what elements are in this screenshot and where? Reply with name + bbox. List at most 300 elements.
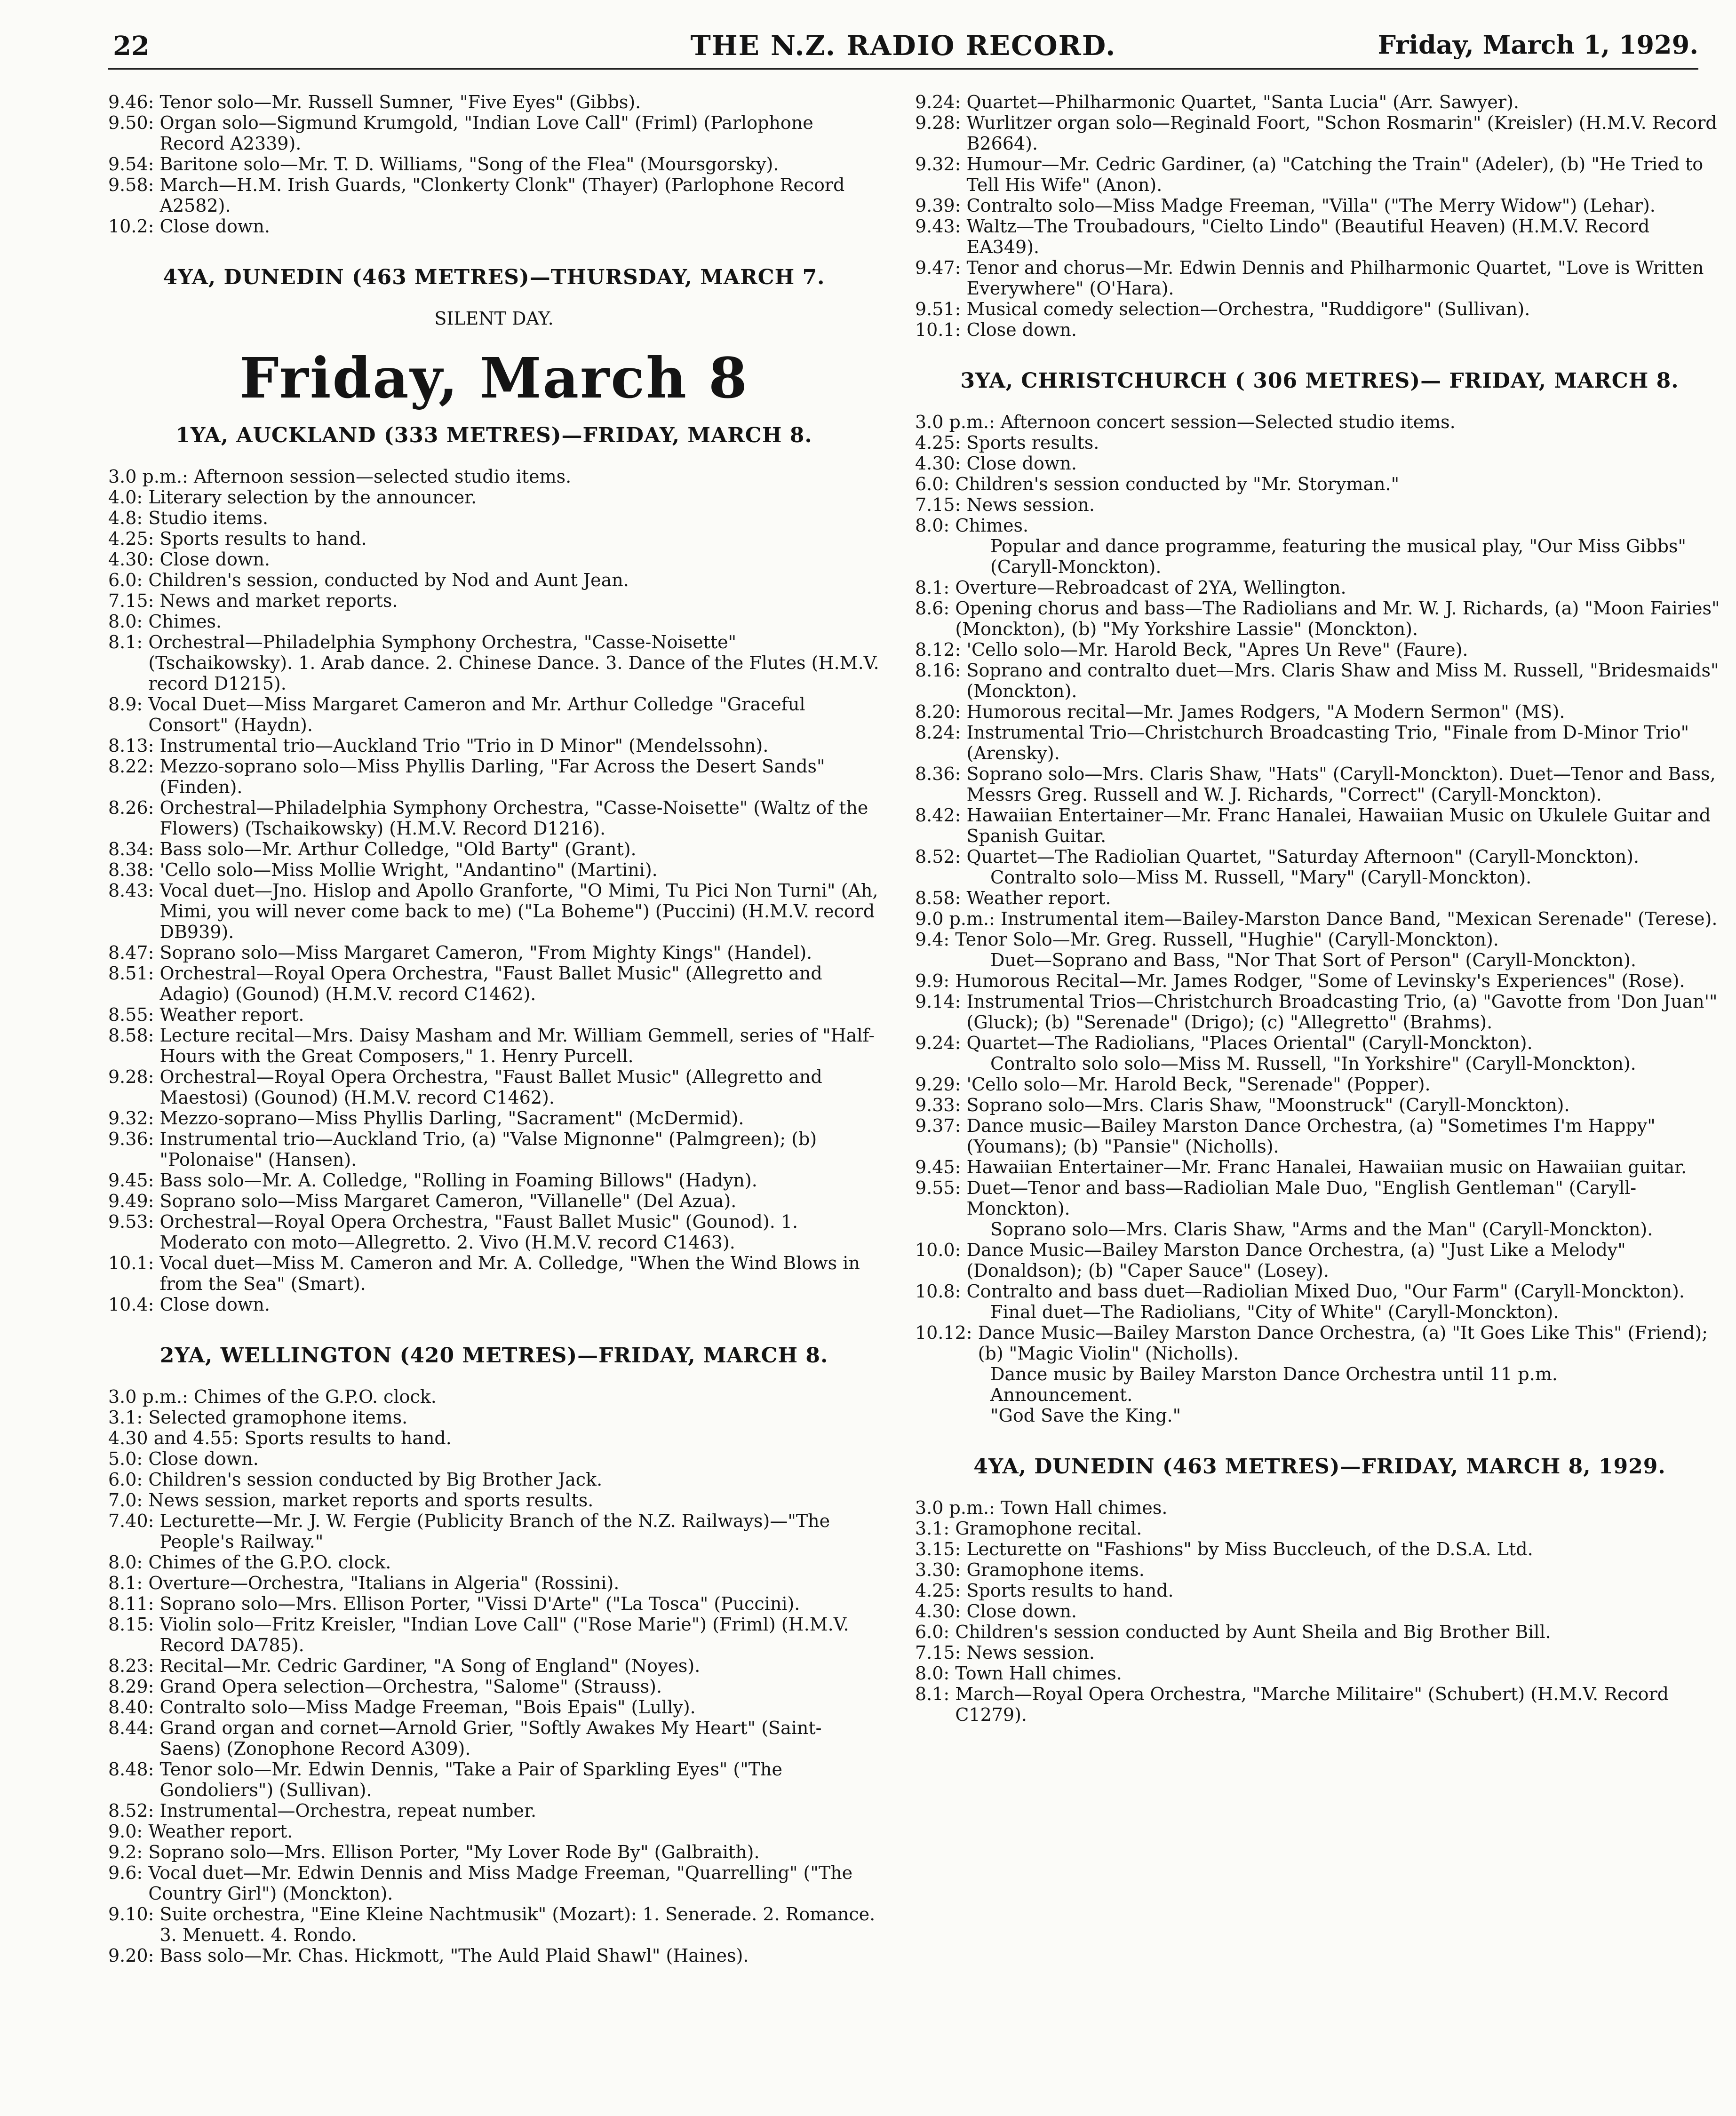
programme-time: 10.1: [915, 319, 967, 340]
programme-description: Instrumental trio—Auckland Trio "Trio in D Minor" (Mendelssohn). [159, 735, 769, 756]
programme-description: Soprano solo—Mrs. Claris Shaw, "Hats" (Caryll-Monckton). Duet—Tenor and Bass, Messrs Greg. Russell and W. J. Richards, "Correct" (Caryll-Monckton). [966, 764, 1716, 805]
programme-item [915, 598, 1724, 639]
programme-time: 9.24: [915, 92, 967, 112]
programme-item [915, 432, 1724, 453]
programme-extra-line: Final duet—The Radiolians, "City of White" (Caryll-Monckton). [990, 1302, 1559, 1322]
christchurch-programme-list [915, 412, 1724, 1426]
programme-description: Orchestral—Royal Opera Orchestra, "Faust Ballet Music" (Gounod). 1. Moderato con moto—Allegretto. 2. Vivo (H.M.V. record C1463). [159, 1211, 798, 1253]
programme-time: 9.47: [915, 257, 967, 278]
programme-time: 9.28: [108, 1066, 160, 1087]
programme-time: 9.4: [915, 929, 956, 950]
programme-item [108, 1386, 880, 1407]
day-heading: Friday, March 8 [239, 345, 749, 411]
programme-time: 7.15: [108, 590, 160, 611]
programme-time: 8.34: [108, 839, 160, 859]
programme-description: Sports results to hand. [244, 1428, 452, 1448]
programme-item [915, 92, 1724, 112]
programme-description: Sports results to hand. [159, 528, 367, 549]
programme-time: 8.48: [108, 1759, 160, 1780]
programme-description: Suite orchestra, "Eine Kleine Nachtmusik" (Mozart): 1. Senerade. 2. Romance. 3. Menuett. 4. Rondo. [159, 1904, 876, 1945]
programme-item [915, 908, 1724, 929]
programme-item [915, 299, 1724, 319]
programme-time: 4.30 and 4.55: [108, 1428, 245, 1448]
programme-item [915, 1559, 1724, 1580]
programme-time: 8.9: [108, 694, 149, 715]
programme-time: 9.51: [915, 299, 967, 319]
programme-time: 10.2: [108, 216, 160, 237]
programme-description: Soprano solo—Miss Margaret Cameron, "From Mighty Kings" (Handel). [159, 942, 812, 963]
programme-extra-line: "God Save the King." [990, 1405, 1181, 1426]
programme-description: Close down. [966, 1601, 1077, 1622]
programme-extra-line: Popular and dance programme, featuring the musical play, "Our Miss Gibbs" (Caryll-Monckton). [990, 536, 1686, 577]
programme-time: 4.30: [915, 1601, 967, 1622]
programme-item [108, 1676, 880, 1697]
programme-description: Contralto solo—Miss Madge Freeman, "Bois Epais" (Lully). [159, 1697, 696, 1718]
programme-time: 6.0: [915, 474, 956, 494]
section-title-dunedin-friday: 4YA, DUNEDIN (463 METRES)—FRIDAY, MARCH 8, 1929. [973, 1455, 1666, 1479]
programme-description: Close down. [159, 216, 270, 237]
programme-description: Tenor solo—Mr. Russell Sumner, "Five Eyes" (Gibbs). [159, 92, 641, 112]
programme-description: News session. [966, 494, 1095, 515]
programme-description: 'Cello solo—Miss Mollie Wright, "Andantino" (Martini). [159, 859, 658, 880]
section-title-dunedin-thursday: 4YA, DUNEDIN (463 METRES)—THURSDAY, MARCH 7. [163, 265, 825, 289]
programme-description: Sports results to hand. [966, 1580, 1174, 1601]
programme-time: 9.39: [915, 195, 967, 216]
programme-time: 9.32: [915, 154, 967, 175]
programme-item [915, 216, 1724, 257]
programme-time: 9.36: [108, 1129, 160, 1149]
programme-description: Dance Music—Bailey Marston Dance Orchestra, (a) "It Goes Like This" (Friend); (b) "Magic Violin" (Nicholls). [978, 1322, 1708, 1364]
programme-time: 8.58: [108, 1025, 160, 1046]
programme-item [108, 1842, 880, 1862]
programme-time: 9.53: [108, 1211, 160, 1232]
programme-item [108, 1170, 880, 1191]
programme-item [915, 929, 1724, 950]
programme-description: Soprano solo—Mrs. Ellison Porter, "Vissi D'Arte" ("La Tosca" (Puccini). [159, 1593, 800, 1614]
programme-description: Children's session conducted by "Mr. Storyman." [955, 474, 1400, 494]
programme-item [915, 195, 1724, 216]
programme-time: 4.30: [915, 453, 967, 474]
masthead: THE N.Z. RADIO RECORD. [690, 30, 1116, 62]
programme-item [915, 639, 1724, 660]
programme-description: Weather report. [159, 1004, 304, 1025]
programme-description: Close down. [148, 1448, 259, 1469]
programme-extra-line: Duet—Soprano and Bass, "Nor That Sort of Person" (Caryll-Monckton). [990, 950, 1636, 970]
programme-item [108, 735, 880, 756]
programme-time: 8.11: [108, 1593, 160, 1614]
programme-description: Dance music—Bailey Marston Dance Orchestra, (a) "Sometimes I'm Happy" (Youmans); (b) "Pansie" (Nicholls). [966, 1115, 1656, 1157]
programme-time: 4.30: [108, 549, 160, 570]
programme-description: Waltz—The Troubadours, "Cielto Lindo" (Beautiful Heaven) (H.M.V. Record EA349). [966, 216, 1650, 257]
programme-time: 5.0: [108, 1448, 149, 1469]
programme-description: Lecturette on "Fashions" by Miss Buccleuch, of the D.S.A. Ltd. [966, 1539, 1533, 1559]
programme-time: 8.42: [915, 805, 967, 826]
programme-description: Sports results. [966, 432, 1099, 453]
programme-item [108, 528, 880, 549]
programme-item [108, 175, 880, 216]
issue-date: Friday, March 1, 1929. [1378, 30, 1698, 60]
programme-description: Gramophone recital. [955, 1518, 1142, 1539]
programme-time: 9.0 p.m.: [915, 908, 1001, 929]
programme-item [108, 1718, 880, 1759]
programme-time: 9.46: [108, 92, 160, 112]
programme-description: Orchestral—Royal Opera Orchestra, "Faust Ballet Music" (Allegretto and Maestosi) (Gounod) (H.M.V. record C1462). [159, 1066, 822, 1108]
programme-item [108, 1253, 880, 1294]
programme-description: Instrumental Trio—Christchurch Broadcasting Trio, "Finale from D-Minor Trio" (Arensky). [966, 722, 1689, 764]
programme-description: Selected gramophone items. [148, 1407, 408, 1428]
programme-description: Recital—Mr. Cedric Gardiner, "A Song of England" (Noyes). [159, 1655, 701, 1676]
programme-description: Soprano solo—Mrs. Claris Shaw, "Moonstruck" (Caryll-Monckton). [966, 1095, 1570, 1115]
programme-description: Bass solo—Mr. A. Colledge, "Rolling in Foaming Billows" (Hadyn). [159, 1170, 757, 1191]
programme-item [915, 1642, 1724, 1663]
programme-time: 8.24: [915, 722, 967, 743]
programme-item [915, 660, 1724, 701]
programme-description: Mezzo-soprano solo—Miss Phyllis Darling, "Far Across the Desert Sands" (Finden). [159, 756, 825, 797]
programme-item [915, 577, 1724, 598]
programme-description: Humour—Mr. Cedric Gardiner, (a) "Catching the Train" (Adeler), (b) "He Tried to Tell His Wife" (Anon). [966, 154, 1704, 195]
programme-description: Children's session conducted by Aunt Sheila and Big Brother Bill. [955, 1622, 1551, 1642]
programme-description: Children's session, conducted by Nod and Aunt Jean. [148, 570, 629, 590]
programme-time: 4.25: [915, 432, 967, 453]
programme-time: 9.14: [915, 991, 967, 1012]
programme-time: 8.1: [108, 632, 149, 652]
programme-time: 9.49: [108, 1191, 160, 1211]
programme-time: 3.0 p.m.: [915, 1497, 1001, 1518]
programme-description: Soprano solo—Miss Margaret Cameron, "Villanelle" (Del Azua). [159, 1191, 737, 1211]
programme-description: Humorous recital—Mr. James Rodgers, "A Modern Sermon" (MS). [966, 701, 1565, 722]
programme-description: Instrumental item—Bailey-Marston Dance Band, "Mexican Serenade" (Terese). [1000, 908, 1718, 929]
programme-item [108, 756, 880, 797]
programme-description: Close down. [159, 1294, 270, 1315]
programme-item [108, 1511, 880, 1552]
programme-time: 6.0: [108, 570, 149, 590]
programme-time: 9.32: [108, 1108, 160, 1129]
programme-description: Tenor and chorus—Mr. Edwin Dennis and Philharmonic Quartet, "Love is Written Everywhere" (O'Hara). [966, 257, 1704, 299]
programme-time: 9.2: [108, 1842, 149, 1862]
programme-description: Soprano and contralto duet—Mrs. Claris Shaw and Miss M. Russell, "Bridesmaids" (Monckton). [966, 660, 1719, 701]
page-number: 22 [113, 31, 150, 62]
programme-time: 8.12: [915, 639, 967, 660]
programme-time: 8.51: [108, 963, 160, 984]
programme-description: Contralto and bass duet—Radiolian Mixed Duo, "Our Farm" (Caryll-Monckton). [966, 1281, 1685, 1302]
programme-description: News and market reports. [159, 590, 398, 611]
programme-item [108, 1759, 880, 1800]
programme-description: Grand organ and cornet—Arnold Grier, "Softly Awakes My Heart" (Saint-Saens) (Zonophone Record A309). [159, 1718, 822, 1759]
programme-description: Bass solo—Mr. Arthur Colledge, "Old Barty" (Grant). [159, 839, 637, 859]
programme-time: 8.47: [108, 942, 160, 963]
programme-item [915, 1033, 1724, 1053]
programme-time: 8.1: [915, 1684, 956, 1704]
programme-description: Musical comedy selection—Orchestra, "Ruddigore" (Sullivan). [966, 299, 1530, 319]
programme-description: 'Cello solo—Mr. Harold Beck, "Serenade" (Popper). [966, 1074, 1431, 1095]
programme-item [915, 453, 1724, 474]
programme-description: Instrumental Trios—Christchurch Broadcasting Trio, (a) "Gavotte from 'Don Juan'" (Gluck); (b) "Serenade" (Drigo); (c) "Allegretto" (Brahms). [966, 991, 1718, 1033]
programme-time: 9.24: [915, 1033, 967, 1053]
auckland-programme-list [108, 466, 880, 1315]
programme-description: Vocal duet—Miss M. Cameron and Mr. A. Colledge, "When the Wind Blows in from the Sea" (Smart). [159, 1253, 860, 1294]
programme-item [108, 611, 880, 632]
programme-item [915, 1074, 1724, 1095]
programme-item [108, 1428, 880, 1448]
programme-time: 8.1: [108, 1573, 149, 1593]
programme-time: 3.0 p.m.: [108, 466, 194, 487]
programme-item [108, 1108, 880, 1129]
programme-description: Baritone solo—Mr. T. D. Williams, "Song of the Flea" (Moursgorsky). [159, 154, 779, 175]
programme-item [915, 1518, 1724, 1539]
programme-item [915, 1240, 1724, 1281]
programme-time: 7.15: [915, 494, 967, 515]
programme-item [915, 701, 1724, 722]
programme-time: 8.0: [915, 1663, 956, 1684]
programme-item [108, 1800, 880, 1821]
programme-extra-line: Announcement. [990, 1384, 1133, 1405]
programme-time: 3.15: [915, 1539, 967, 1559]
programme-item [108, 1448, 880, 1469]
programme-description: Instrumental trio—Auckland Trio, (a) "Valse Mignonne" (Palmgreen); (b) "Polonaise" (Hansen). [159, 1129, 817, 1170]
programme-item [915, 991, 1724, 1033]
programme-time: 8.0: [108, 1552, 149, 1573]
programme-item [108, 1614, 880, 1655]
programme-description: Instrumental—Orchestra, repeat number. [159, 1800, 537, 1821]
page-header [108, 26, 1698, 70]
programme-time: 10.4: [108, 1294, 160, 1315]
left-column [108, 92, 880, 1966]
programme-item [915, 515, 1724, 536]
programme-item [108, 1593, 880, 1614]
programme-time: 10.0: [915, 1240, 967, 1260]
programme-description: Orchestral—Philadelphia Symphony Orchestra, "Casse-Noisette" (Waltz of the Flowers) (Tschaikowsky) (H.M.V. Record D1216). [159, 797, 868, 839]
programme-time: 9.54: [108, 154, 160, 175]
programme-item [915, 1322, 1724, 1364]
programme-item [108, 570, 880, 590]
programme-description: Chimes. [148, 611, 222, 632]
programme-item [108, 508, 880, 528]
programme-item [108, 859, 880, 880]
programme-description: Orchestral—Royal Opera Orchestra, "Faust Ballet Music" (Allegretto and Adagio) (Gounod) (H.M.V. record C1462). [159, 963, 822, 1004]
programme-item [108, 797, 880, 839]
programme-item [108, 1697, 880, 1718]
programme-item [915, 764, 1724, 805]
programme-time: 8.13: [108, 735, 160, 756]
programme-time: 9.58: [108, 175, 160, 195]
programme-description: Soprano solo—Mrs. Ellison Porter, "My Lover Rode By" (Galbraith). [148, 1842, 760, 1862]
programme-item [108, 1945, 880, 1966]
programme-item [108, 1066, 880, 1108]
programme-description: Tenor solo—Mr. Edwin Dennis, "Take a Pair of Sparkling Eyes" ("The Gondoliers") (Sullivan). [159, 1759, 783, 1800]
programme-extra-line: Dance music by Bailey Marston Dance Orchestra until 11 p.m. [990, 1364, 1558, 1384]
programme-time: 8.38: [108, 859, 160, 880]
programme-item [108, 1191, 880, 1211]
programme-extra-line: Soprano solo—Mrs. Claris Shaw, "Arms and the Man" (Caryll-Monckton). [990, 1219, 1653, 1240]
programme-time: 8.43: [108, 880, 160, 901]
programme-item [915, 494, 1724, 515]
programme-time: 8.22: [108, 756, 160, 777]
programme-item [108, 1490, 880, 1511]
programme-description: Bass solo—Mr. Chas. Hickmott, "The Auld Plaid Shawl" (Haines). [159, 1945, 749, 1966]
programme-description: Organ solo—Sigmund Krumgold, "Indian Love Call" (Friml) (Parlophone Record A2339). [159, 112, 813, 154]
programme-time: 4.0: [108, 487, 149, 508]
programme-time: 9.33: [915, 1095, 967, 1115]
programme-time: 9.6: [108, 1862, 149, 1883]
programme-description: News session. [966, 1642, 1095, 1663]
programme-time: 4.8: [108, 508, 149, 528]
programme-description: Chimes of the G.P.O. clock. [148, 1552, 391, 1573]
programme-time: 8.6: [915, 598, 956, 619]
programme-description: Chimes of the G.P.O. clock. [193, 1386, 437, 1407]
programme-item [108, 1904, 880, 1945]
programme-time: 9.28: [915, 112, 967, 133]
programme-item [915, 888, 1724, 908]
programme-time: 8.29: [108, 1676, 160, 1697]
programme-item [108, 1552, 880, 1573]
programme-item [915, 805, 1724, 846]
programme-item [108, 466, 880, 487]
programme-time: 3.1: [915, 1518, 956, 1539]
programme-item [108, 549, 880, 570]
programme-time: 9.50: [108, 112, 160, 133]
continued-programme-list [915, 92, 1724, 340]
programme-time: 9.29: [915, 1074, 967, 1095]
programme-time: 10.12: [915, 1322, 978, 1343]
programme-description: Chimes. [955, 515, 1029, 536]
programme-time: 3.0 p.m.: [915, 412, 1001, 432]
programme-time: 8.52: [915, 846, 967, 867]
programme-item [108, 1025, 880, 1066]
programme-item [915, 474, 1724, 494]
programme-description: Hawaiian Entertainer—Mr. Franc Hanalei, Hawaiian Music on Ukulele Guitar and Spanish Guitar. [966, 805, 1711, 846]
programme-item [108, 1211, 880, 1253]
programme-time: 8.16: [915, 660, 967, 681]
programme-time: 8.55: [108, 1004, 160, 1025]
programme-time: 8.36: [915, 764, 967, 784]
programme-time: 7.0: [108, 1490, 149, 1511]
programme-time: 9.45: [915, 1157, 967, 1177]
programme-item [108, 1004, 880, 1025]
programme-time: 3.30: [915, 1559, 967, 1580]
programme-description: March—Royal Opera Orchestra, "Marche Militaire" (Schubert) (H.M.V. Record C1279). [955, 1684, 1669, 1725]
continued-programme-list [108, 92, 880, 237]
programme-time: 8.40: [108, 1697, 160, 1718]
programme-time: 9.55: [915, 1177, 967, 1198]
programme-description: Children's session conducted by Big Brother Jack. [148, 1469, 603, 1490]
programme-time: 4.25: [108, 528, 160, 549]
programme-item [915, 970, 1724, 991]
programme-item [108, 942, 880, 963]
programme-extra-line: Contralto solo—Miss M. Russell, "Mary" (Caryll-Monckton). [990, 867, 1532, 888]
programme-item [108, 216, 880, 237]
programme-time: 8.20: [915, 701, 967, 722]
programme-item [108, 1294, 880, 1315]
programme-extra-line: Contralto solo solo—Miss M. Russell, "In Yorkshire" (Caryll-Monckton). [990, 1053, 1636, 1074]
silent-day-note: SILENT DAY. [434, 308, 554, 329]
programme-time: 9.10: [108, 1904, 160, 1925]
programme-item [915, 1622, 1724, 1642]
programme-description: March—H.M. Irish Guards, "Clonkerty Clonk" (Thayer) (Parlophone Record A2582). [159, 175, 845, 216]
programme-time: 8.44: [108, 1718, 160, 1738]
programme-item [108, 590, 880, 611]
programme-description: Literary selection by the announcer. [148, 487, 477, 508]
programme-description: Quartet—The Radiolian Quartet, "Saturday Afternoon" (Caryll-Monckton). [966, 846, 1640, 867]
programme-item [108, 632, 880, 694]
programme-item [108, 1469, 880, 1490]
programme-item [915, 257, 1724, 299]
programme-description: Studio items. [148, 508, 269, 528]
programme-description: Hawaiian Entertainer—Mr. Franc Hanalei, Hawaiian music on Hawaiian guitar. [966, 1157, 1687, 1177]
programme-description: Tenor Solo—Mr. Greg. Russell, "Hughie" (Caryll-Monckton). [955, 929, 1499, 950]
section-title-wellington: 2YA, WELLINGTON (420 METRES)—FRIDAY, MARCH 8. [159, 1344, 828, 1368]
programme-time: 8.26: [108, 797, 160, 818]
wellington-programme-list [108, 1386, 880, 1966]
programme-time: 8.1: [915, 577, 956, 598]
programme-item [108, 154, 880, 175]
programme-time: 9.43: [915, 216, 967, 237]
programme-description: Lecturette—Mr. J. W. Fergie (Publicity Branch of the N.Z. Railways)—"The People's Railway." [159, 1511, 830, 1552]
programme-description: Quartet—Philharmonic Quartet, "Santa Lucia" (Arr. Sawyer). [966, 92, 1519, 112]
programme-item [108, 880, 880, 942]
programme-time: 8.0: [915, 515, 956, 536]
programme-item [108, 92, 880, 112]
programme-item [915, 1539, 1724, 1559]
programme-description: Grand Opera selection—Orchestra, "Salome" (Strauss). [159, 1676, 662, 1697]
programme-description: Town Hall chimes. [955, 1663, 1122, 1684]
programme-time: 9.0: [108, 1821, 149, 1842]
programme-item [915, 1497, 1724, 1518]
programme-description: Contralto solo—Miss Madge Freeman, "Villa" ("The Merry Widow") (Lehar). [966, 195, 1656, 216]
programme-description: Vocal Duet—Miss Margaret Cameron and Mr. Arthur Colledge "Graceful Consort" (Haydn). [148, 694, 805, 735]
section-title-auckland: 1YA, AUCKLAND (333 METRES)—FRIDAY, MARCH 8. [175, 423, 812, 447]
programme-time: 3.0 p.m.: [108, 1386, 194, 1407]
programme-description: Close down. [966, 319, 1077, 340]
programme-item [915, 1580, 1724, 1601]
programme-item [108, 1407, 880, 1428]
programme-time: 8.0: [108, 611, 149, 632]
programme-description: Mezzo-soprano—Miss Phyllis Darling, "Sacrament" (McDermid). [159, 1108, 744, 1129]
programme-time: 8.52: [108, 1800, 160, 1821]
programme-item [108, 1821, 880, 1842]
programme-time: 9.37: [915, 1115, 967, 1136]
programme-description: Gramophone items. [966, 1559, 1145, 1580]
programme-description: 'Cello solo—Mr. Harold Beck, "Apres Un Reve" (Faure). [966, 639, 1468, 660]
programme-description: Weather report. [966, 888, 1111, 908]
programme-description: Afternoon concert session—Selected studio items. [1000, 412, 1456, 432]
programme-description: Close down. [159, 549, 270, 570]
programme-description: Overture—Orchestra, "Italians in Algeria" (Rossini). [148, 1573, 620, 1593]
programme-description: Close down. [966, 453, 1077, 474]
programme-description: Weather report. [148, 1821, 293, 1842]
programme-item [915, 1177, 1724, 1219]
right-column [915, 92, 1724, 1725]
programme-description: Violin solo—Fritz Kreisler, "Indian Love Call" ("Rose Marie") (Friml) (H.M.V. Record DA785). [159, 1614, 849, 1655]
programme-item [108, 839, 880, 859]
programme-time: 6.0: [108, 1469, 149, 1490]
dunedin-programme-list [915, 1497, 1724, 1725]
programme-item [108, 487, 880, 508]
programme-item [915, 1601, 1724, 1622]
programme-item [108, 963, 880, 1004]
programme-time: 7.40: [108, 1511, 160, 1531]
programme-description: Dance Music—Bailey Marston Dance Orchestra, (a) "Just Like a Melody" (Donaldson); (b) "Caper Sauce" (Losey). [966, 1240, 1626, 1281]
programme-item [915, 412, 1724, 432]
programme-time: 8.15: [108, 1614, 160, 1635]
programme-item [108, 694, 880, 735]
programme-description: Humorous Recital—Mr. James Rodger, "Some of Levinsky's Experiences" (Rose). [955, 970, 1685, 991]
programme-item [915, 1281, 1724, 1302]
programme-description: Opening chorus and bass—The Radiolians and Mr. W. J. Richards, (a) "Moon Fairies" (Monckton), (b) "My Yorkshire Lassie" (Monckton). [955, 598, 1720, 639]
section-title-christchurch: 3YA, CHRISTCHURCH ( 306 METRES)— FRIDAY, MARCH 8. [960, 369, 1679, 393]
programme-time: 3.1: [108, 1407, 149, 1428]
programme-description: Quartet—The Radiolians, "Places Oriental" (Caryll-Monckton). [966, 1033, 1533, 1053]
programme-item [915, 1115, 1724, 1157]
